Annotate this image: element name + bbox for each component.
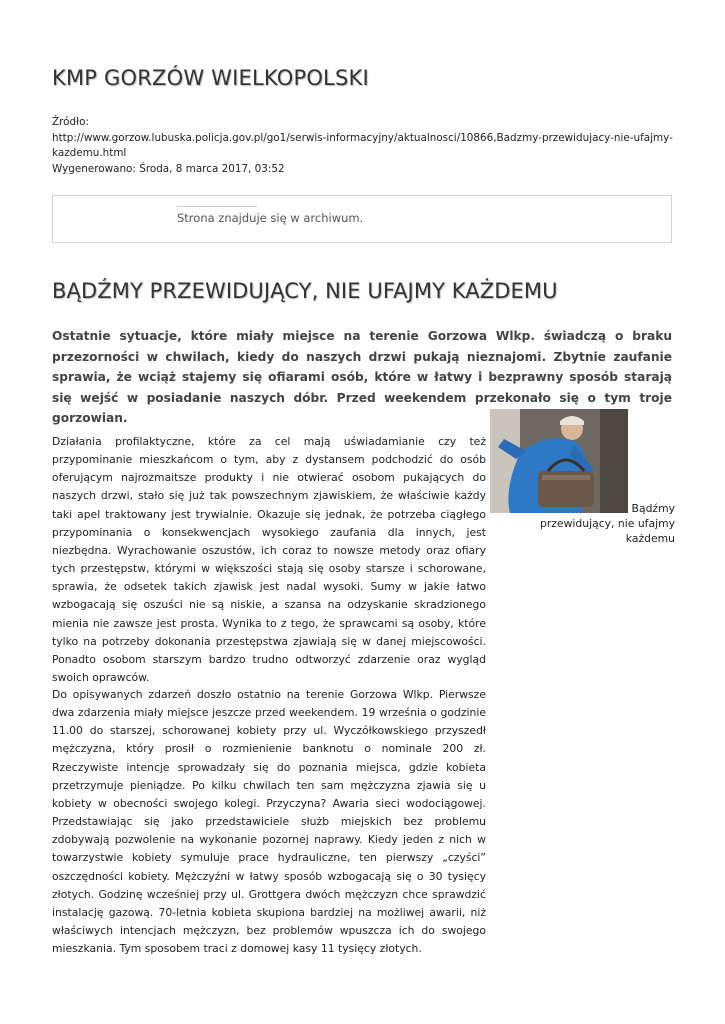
source-meta <box>52 115 677 177</box>
archive-divider <box>177 206 257 207</box>
article-title: BĄDŹMY PRZEWIDUJĄCY, NIE UFAJMY KAŻDEMU <box>52 279 558 303</box>
generated-date: Wygenerowano: Środa, 8 marca 2017, 03:52 <box>52 162 285 175</box>
caption-line-2: przewidujący, nie ufajmy każdemu <box>539 517 675 545</box>
archive-notice-box <box>52 195 672 243</box>
caption-line-1: Bądźmy <box>631 502 675 515</box>
article-photo[interactable] <box>490 409 628 513</box>
article-photo-caption <box>490 501 675 546</box>
article-lead: Ostatnie sytuacje, które miały miejsce na terenie Gorzowa Wlkp. świadczą o braku przezorności w chwilach, kiedy do naszych drzwi pukają nieznajomi. Zbytnie zaufanie sprawia, że wciąż stajemy się ofiarami osób, które w łatwy i bezprawny sposób starają się wejść w posiadanie naszych dóbr. Przed weekendem przekonało się o tym troje gorzowian. <box>52 329 672 425</box>
source-label: Źródło: <box>52 116 89 128</box>
site-title: KMP GORZÓW WIELKOPOLSKI <box>52 66 369 90</box>
article-paragraph-2: Do opisywanych zdarzeń doszło ostatnio na terenie Gorzowa Wlkp. Pierwsze dwa zdarzenia miały miejsce jeszcze przed weekendem. 19 września o godzinie 11.00 do starszej, schorowanej kobiety przy ul. Wyczółkowskiego przyszedł mężczyzna, który prosił o rozmienienie banknotu o nominale 200 zł. Rzeczywiste intencje sprowadzały się do poznania miejsca, gdzie kobieta przetrzymuje pieniądze. Po kilku chwilach ten sam mężczyzna zjawia się u kobiety w obecności swojego kolegi. Przyczyna? Awaria sieci wodociągowej. Przedstawiając się jako przedstawiciele służb miejskich bez problemu zdobywają pozwolenie na wykonanie pozornej naprawy. Kiedy jeden z nich w towarzystwie kobiety symuluje prace hydrauliczne, ten pierwszy „czyści” oszczędności kobiety. Mężczyźni w łatwy sposób wzbogacają się o 30 tysięcy złotych. Godzinę wcześniej przy ul. Grottgera dwóch mężczyzn chce sprawdzić instalację gazową. 70-letnia kobieta skupiona bardziej na możliwej awarii, niż właściwych intencjach mężczyzn, bez problemów wpuszcza ich do swojego mieszkania. Tym sposobem traci z domowej kasy 11 tysięcy złotych. <box>52 688 486 956</box>
archive-notice: Strona znajduje się w archiwum. <box>177 211 364 225</box>
source-url[interactable]: http://www.gorzow.lubuska.policja.gov.pl/go1/serwis-informacyjny/aktualnosci/10866,Badzmy-przewidujacy-nie-ufajmy-kazdemu.html <box>52 131 673 159</box>
article-figure <box>490 409 675 545</box>
article-paragraph-1: Działania profilaktyczne, które za cel mają uświadamianie czy też przypominanie mieszkańcom o tym, aby z dystansem podchodzić do osób oferującym najrozmaitsze produkty i nie otwierać osobom pukających do naszych drzwi, stało się już tak powszechnym zjawiskiem, że właściwie każdy taki apel traktowany jest trywialnie. Okazuje się jednak, że potrzeba ciągłego przypominania o konsekwencjach wysokiego zaufania dla innych, jest niezbędna. Wyrachowanie oszustów, ich coraz to nowsze metody oraz ofiary tych przestępstw, którymi w większości stają się osoby starsze i schorowane, sprawia, że odsetek takich zjawisk jest nadal wysoki. Sumy w jakie łatwo wzbogacają się oszuści nie są niskie, a szansa na odzyskanie skradzionego mienia nie zawsze jest prosta. Wynika to z tego, że sprawcami są osoby, które tylko na potrzeby dokonania przestępstwa zjawiają się w danej miejscowości. Ponadto osobom starszym bardzo trudno odtworzyć zdarzenie oraz wygląd swoich oprawców. <box>52 435 486 685</box>
